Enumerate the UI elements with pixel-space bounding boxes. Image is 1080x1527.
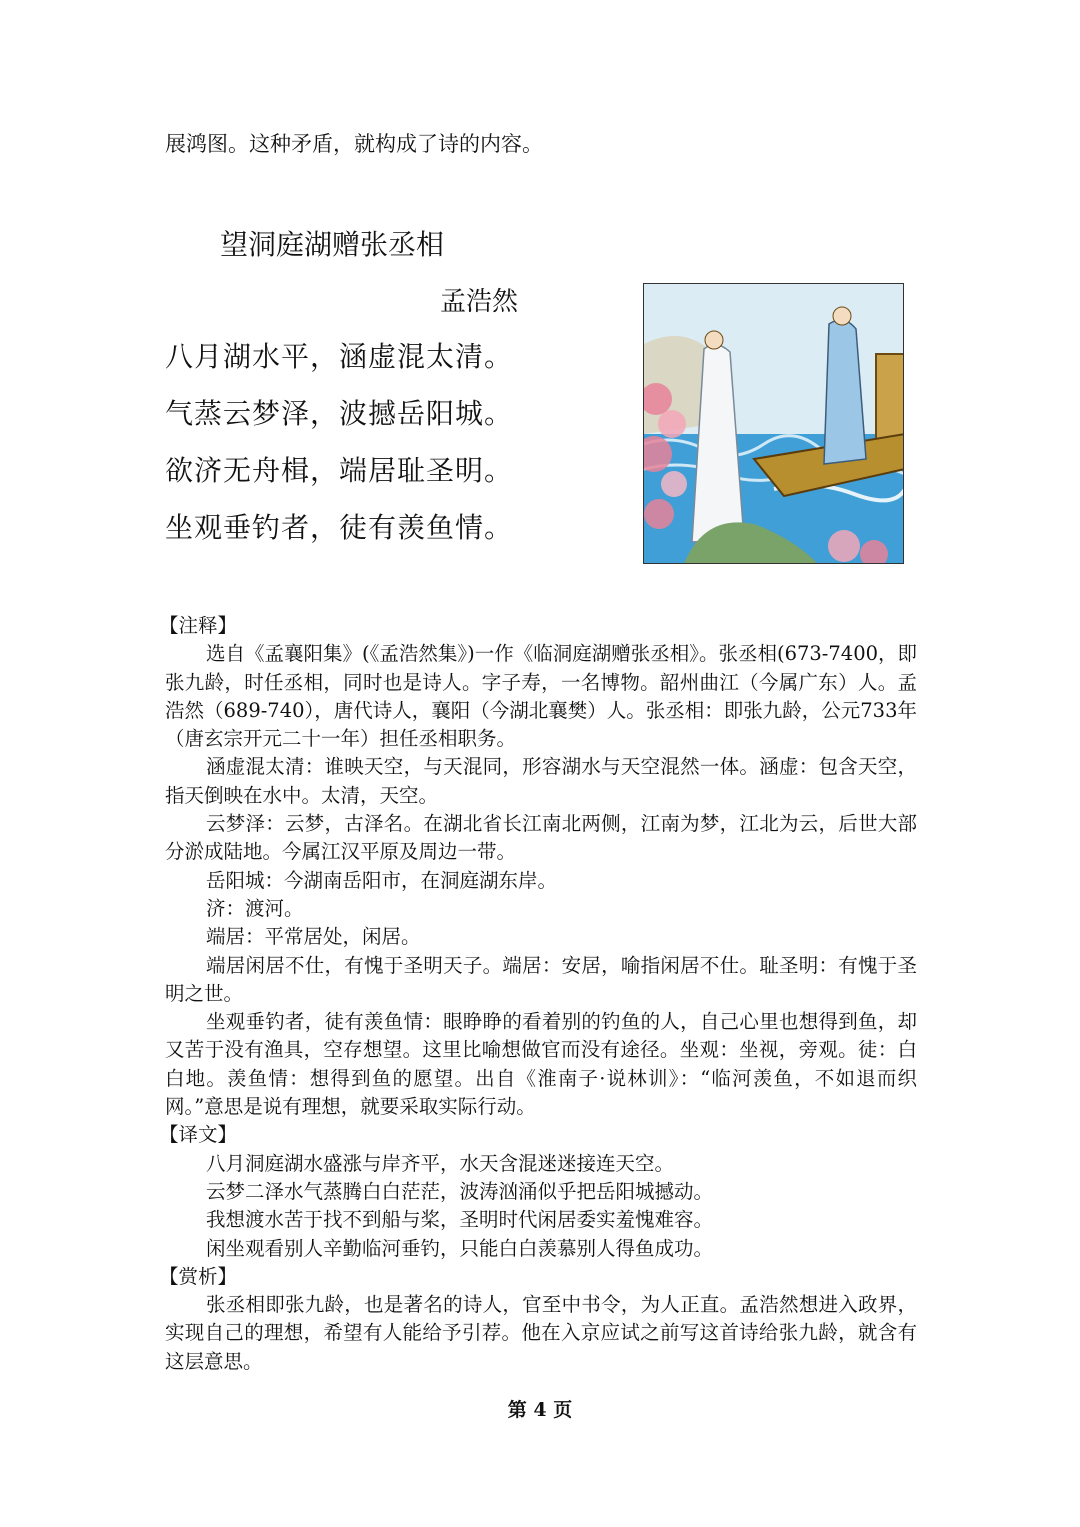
illustration-art <box>644 284 904 564</box>
intro-line: 展鸿图。这种矛盾，就构成了诗的内容。 <box>165 132 543 156</box>
notes-heading: 【注释】 <box>159 614 238 637</box>
poem-title: 望洞庭湖赠张丞相 <box>220 228 445 261</box>
poem-author: 孟浩然 <box>440 287 519 317</box>
appreciation-heading: 【赏析】 <box>159 1264 238 1288</box>
note-paragraph: 端居：平常居处，闲居。 <box>206 925 421 949</box>
note-paragraph: 济：渡河。 <box>206 896 304 920</box>
poem-line-2: 气蒸云梦泽，波撼岳阳城。 <box>165 397 514 430</box>
note-paragraph: 岳阳城：今湖南岳阳市，在洞庭湖东岸。 <box>206 868 558 892</box>
poem-illustration <box>643 283 904 564</box>
poem-line-4: 坐观垂钓者，徒有羡鱼情。 <box>165 511 514 544</box>
translation-line: 云梦二泽水气蒸腾白白茫茫，波涛汹涌似乎把岳阳城撼动。 <box>206 1179 714 1203</box>
note-paragraph: 云梦泽：云梦，古泽名。在湖北省长江南北两侧，江南为梦，江北为云，后世大部分淤成陆地。今属江汉平原及周边一带。 <box>165 812 917 864</box>
note-paragraph: 端居闲居不仕，有愧于圣明天子。端居：安居，喻指闲居不仕。耻圣明：有愧于圣明之世。 <box>165 953 917 1005</box>
note-paragraph: 涵虚混太清：谁映天空，与天混同，形容湖水与天空混然一体。涵虚：包含天空，指天倒映在水中。太清，天空。 <box>165 755 917 807</box>
translation-line: 我想渡水苦于找不到船与桨，圣明时代闲居委实羞愧难容。 <box>206 1208 714 1232</box>
poem-line-3: 欲济无舟楫，端居耻圣明。 <box>165 454 514 487</box>
note-paragraph: 坐观垂钓者，徒有羡鱼情：眼睁睁的看着别的钓鱼的人，自己心里也想得到鱼，却又苦于没有渔具，空存想望。这里比喻想做官而没有途径。坐观：坐视，旁观。徒：白白地。羡鱼情：想得到鱼的愿望。出自《淮南子·说林训》：“临河羡鱼，不如退而织网。”意思是说有理想，就要采取实际行动。 <box>165 1010 917 1119</box>
translation-line: 闲坐观看别人辛勤临河垂钓，只能白白羡慕别人得鱼成功。 <box>206 1236 714 1260</box>
note-paragraph: 选自《孟襄阳集》(《孟浩然集》)一作《临洞庭湖赠张丞相》。张丞相(673-7400，即张九龄，时任丞相，同时也是诗人。字子寿，一名博物。韶州曲江（今属广东）人。孟浩然（689-740），唐代诗人，襄阳（今湖北襄樊）人。张丞相：即张九龄，公元733年（唐玄宗开元二十一年）担任丞相职务。 <box>165 642 918 751</box>
translation-line: 八月洞庭湖水盛涨与岸齐平，水天含混迷迷接连天空。 <box>206 1151 675 1175</box>
poem-line-1: 八月湖水平，涵虚混太清。 <box>165 340 514 373</box>
commentary-body <box>159 612 918 1376</box>
translation-heading: 【译文】 <box>159 1123 238 1147</box>
appreciation-paragraph: 张丞相即张九龄，也是著名的诗人，官至中书令，为人正直。孟浩然想进入政界，实现自己的理想，希望有人能给予引荐。他在入京应试之前写这首诗给张九龄，就含有这层意思。 <box>165 1293 917 1373</box>
page-number: 第 4 页 <box>507 1399 573 1421</box>
